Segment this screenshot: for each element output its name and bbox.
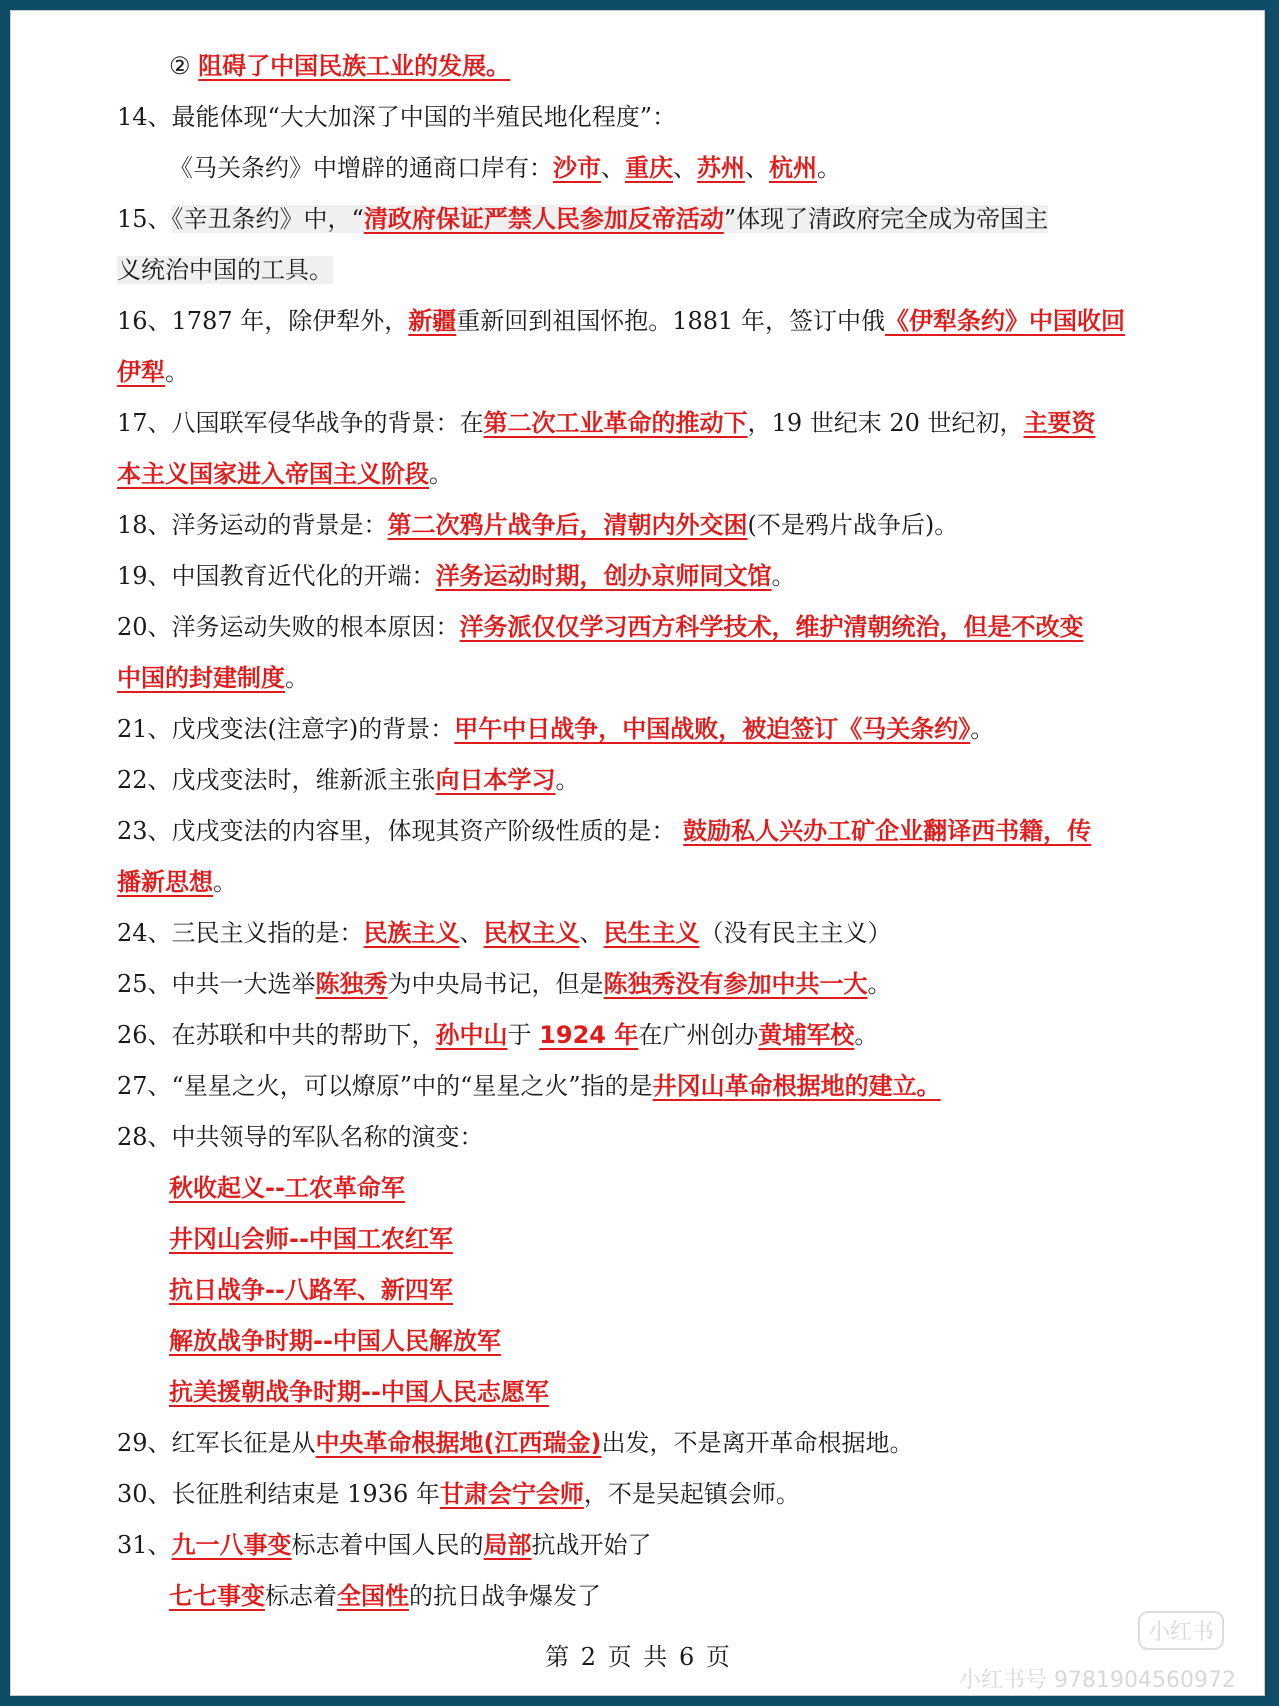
highlighted-answer: 民生主义 xyxy=(603,919,700,947)
highlighted-answer: 本主义国家进入帝国主义阶段 xyxy=(117,460,429,488)
text-line-l23b xyxy=(117,857,1177,908)
text-segment: 31、 xyxy=(117,1531,172,1559)
text-line-l22 xyxy=(117,755,1177,806)
highlighted-answer: 黄埔军校 xyxy=(758,1021,855,1049)
highlighted-answer: 陈独秀没有参加中共一大 xyxy=(603,970,868,998)
text-segment: 26、在苏联和中共的帮助下， xyxy=(117,1021,436,1049)
text-segment: 。 xyxy=(285,664,309,692)
highlighted-answer: 洋务运动时期，创办京师同文馆 xyxy=(435,562,772,590)
text-line-l17b xyxy=(117,449,1177,500)
highlighted-answer: 伊犁 xyxy=(117,358,165,386)
text-segment: 。 xyxy=(213,868,237,896)
text-line-l18 xyxy=(117,500,1177,551)
text-line-l28b xyxy=(117,1214,1177,1265)
text-line-l13b xyxy=(117,41,1177,92)
highlighted-answer: 清政府保证严禁人民参加反帝活动 xyxy=(363,205,724,233)
highlighted-answer: 苏州 xyxy=(697,154,745,182)
document-page xyxy=(10,10,1265,1696)
text-line-l28a xyxy=(117,1163,1177,1214)
text-line-l21 xyxy=(117,704,1177,755)
text-segment: 30、长征胜利结束是 1936 年 xyxy=(117,1480,440,1508)
text-line-l23 xyxy=(117,806,1177,857)
text-line-l15b xyxy=(117,245,1177,296)
text-segment: 。 xyxy=(854,1021,879,1049)
text-segment: 28、中共领导的军队名称的演变： xyxy=(117,1123,484,1151)
text-segment: 29、红军长征是从 xyxy=(117,1429,316,1457)
watermark-logo: 小红书 xyxy=(1138,1611,1224,1650)
highlighted-answer: 向日本学习 xyxy=(435,766,556,794)
highlighted-answer: 七七事变 xyxy=(169,1582,265,1610)
page-number: 第 2 页 共 6 页 xyxy=(545,1643,730,1671)
text-line-l16b xyxy=(117,347,1177,398)
text-segment: 在广州创办 xyxy=(638,1021,759,1049)
text-segment: 14、最能体现“大大加深了中国的半殖民地化程度”： xyxy=(117,103,677,131)
text-segment: 。 xyxy=(970,715,995,743)
highlighted-answer: 抗美援朝战争时期--中国人民志愿军 xyxy=(169,1378,549,1406)
text-segment: 22、戊戌变法时，维新派主张 xyxy=(117,766,436,794)
text-line-l20b xyxy=(117,653,1177,704)
text-segment: ② xyxy=(169,52,199,80)
text-line-l28 xyxy=(117,1112,1177,1163)
highlighted-answer: 甘肃会宁会师 xyxy=(439,1480,584,1508)
text-segment: 于 xyxy=(507,1021,540,1049)
text-segment: 20、洋务运动失败的根本原因： xyxy=(117,613,460,641)
highlighted-answer: 第二次工业革命的推动下 xyxy=(483,409,748,437)
highlighted-answer: 甲午中日战争，中国战败，被迫签订《马关条约》 xyxy=(454,715,971,743)
highlighted-answer: 阻碍了中国民族工业的发展。 xyxy=(198,52,511,80)
text-segment: 抗战开始了 xyxy=(531,1531,652,1559)
text-segment: 21、戊戌变法(注意字)的背景： xyxy=(117,715,455,743)
text-line-l24 xyxy=(117,908,1177,959)
highlighted-answer: 孙中山 xyxy=(435,1021,508,1049)
text-line-l28d xyxy=(117,1316,1177,1367)
text-line-l31b xyxy=(117,1571,1177,1622)
highlighted-answer: 九一八事变 xyxy=(171,1531,292,1559)
text-segment: 。 xyxy=(555,766,580,794)
text-segment: 。 xyxy=(771,562,796,590)
highlighted-answer: 第二次鸦片战争后，清朝内外交困 xyxy=(387,511,748,539)
text-segment: ，19 世纪末 20 世纪初， xyxy=(747,409,1024,437)
highlighted-answer: 《伊犁条约》中国收回 xyxy=(884,307,1125,335)
text-line-l26 xyxy=(117,1010,1177,1061)
text-line-l15 xyxy=(117,194,1177,245)
text-segment: 18、洋务运动的背景是： xyxy=(117,511,388,539)
text-segment: 、 xyxy=(601,154,625,182)
text-segment: 。 xyxy=(867,970,892,998)
text-segment: 、 xyxy=(579,919,604,947)
text-segment: 。 xyxy=(429,460,453,488)
text-line-l28c xyxy=(117,1265,1177,1316)
text-line-l29 xyxy=(117,1418,1177,1469)
highlighted-answer: 局部 xyxy=(483,1531,532,1559)
highlighted-answer: 鼓励私人兴办工矿企业翻译西书籍，传 xyxy=(683,817,1092,845)
text-line-l14 xyxy=(117,92,1177,143)
highlighted-answer: 井冈山革命根据地的建立。 xyxy=(652,1072,941,1100)
text-segment: 为中央局书记，但是 xyxy=(387,970,604,998)
text-segment: 的抗日战争爆发了 xyxy=(409,1582,601,1610)
page-body xyxy=(117,41,1177,1622)
text-segment: 义统治中国的工具。 xyxy=(117,256,333,284)
text-segment: 19、中国教育近代化的开端： xyxy=(117,562,436,590)
text-segment: 。 xyxy=(165,358,189,386)
text-segment: 。 xyxy=(817,154,841,182)
highlighted-answer: 民权主义 xyxy=(483,919,580,947)
highlighted-answer: 抗日战争--八路军、新四军 xyxy=(169,1276,453,1304)
highlighted-answer: 洋务派仅仅学习西方科学技术，维护清朝统治，但是不改变 xyxy=(459,613,1084,641)
highlighted-answer: 秋收起义--工农革命军 xyxy=(169,1174,405,1202)
text-line-l16 xyxy=(117,296,1177,347)
highlighted-answer: 杭州 xyxy=(769,154,817,182)
highlighted-answer: 1924 年 xyxy=(539,1021,639,1049)
text-segment: ”体现了清政府完全成为帝国主 xyxy=(723,205,1049,233)
text-line-l30 xyxy=(117,1469,1177,1520)
text-line-l28e xyxy=(117,1367,1177,1418)
text-segment: 27、“星星之火，可以燎原”中的“星星之火”指的是 xyxy=(117,1072,653,1100)
text-segment: 重新回到祖国怀抱。1881 年，签订中俄 xyxy=(456,307,885,335)
text-segment: （没有民主主义） xyxy=(699,919,892,947)
text-line-l14b xyxy=(117,143,1177,194)
text-segment: 16、1787 年，除伊犁外， xyxy=(117,307,409,335)
text-segment: 、 xyxy=(673,154,697,182)
highlighted-answer: 重庆 xyxy=(625,154,673,182)
text-line-l27 xyxy=(117,1061,1177,1112)
text-segment: 15、 xyxy=(117,205,172,233)
text-segment: 23、戊戌变法的内容里，体现其资产阶级性质的是： xyxy=(117,817,684,845)
text-segment: 24、三民主义指的是： xyxy=(117,919,364,947)
text-segment: 、 xyxy=(459,919,484,947)
text-segment: 《马关条约》中增辟的通商口岸有： xyxy=(169,154,553,182)
text-segment: 、 xyxy=(745,154,769,182)
highlighted-answer: 井冈山会师--中国工农红军 xyxy=(169,1225,453,1253)
highlighted-answer: 主要资 xyxy=(1023,409,1096,437)
highlighted-answer: 中国的封建制度 xyxy=(117,664,285,692)
highlighted-answer: 民族主义 xyxy=(363,919,460,947)
highlighted-answer: 解放战争时期--中国人民解放军 xyxy=(169,1327,501,1355)
highlighted-answer: 全国性 xyxy=(337,1582,409,1610)
text-segment: 标志着 xyxy=(265,1582,337,1610)
highlighted-answer: 陈独秀 xyxy=(315,970,388,998)
highlighted-answer: 中央革命根据地(江西瑞金) xyxy=(315,1429,602,1457)
text-segment: (不是鸦片战争后)。 xyxy=(747,511,959,539)
text-segment: ，不是吴起镇会师。 xyxy=(583,1480,800,1508)
text-line-l17 xyxy=(117,398,1177,449)
text-segment: 标志着中国人民的 xyxy=(291,1531,484,1559)
text-segment: 17、八国联军侵华战争的背景：在 xyxy=(117,409,484,437)
text-line-l31 xyxy=(117,1520,1177,1571)
highlighted-answer: 播新思想 xyxy=(117,868,213,896)
highlighted-answer: 沙市 xyxy=(553,154,601,182)
text-line-l25 xyxy=(117,959,1177,1010)
text-segment: 出发，不是离开革命根据地。 xyxy=(601,1429,914,1457)
text-line-l20 xyxy=(117,602,1177,653)
text-segment: 25、中共一大选举 xyxy=(117,970,316,998)
watermark-id: 小红书号 9781904560972 xyxy=(959,1668,1236,1693)
text-line-l19 xyxy=(117,551,1177,602)
highlighted-answer: 新疆 xyxy=(408,307,457,335)
text-segment: 《辛丑条约》中，“ xyxy=(171,205,364,233)
